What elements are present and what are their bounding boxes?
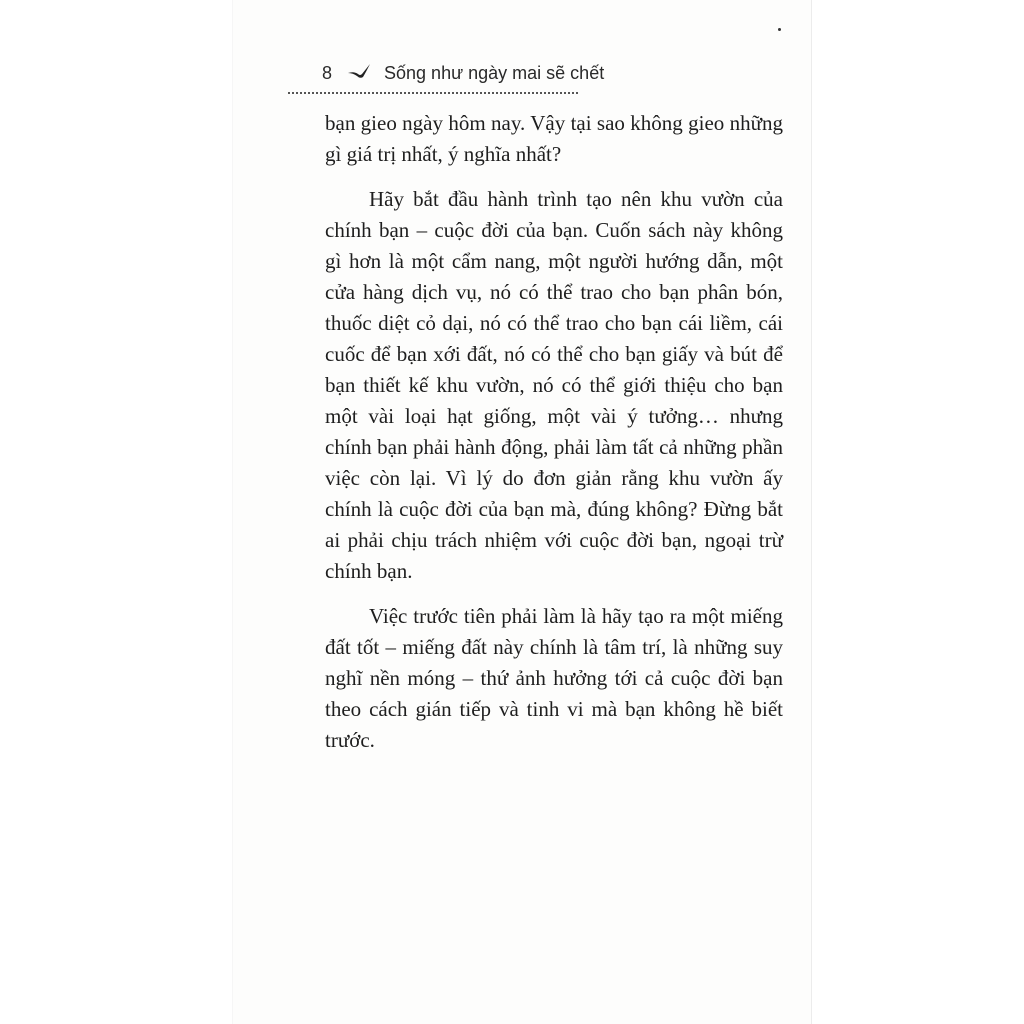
body-text <box>325 108 783 756</box>
book-title: Sống như ngày mai sẽ chết <box>384 63 605 83</box>
paragraph-2: Hãy bắt đầu hành trình tạo nên khu vườn của chính bạn – cuộc đời của bạn. Cuốn sách này không gì hơn là một cẩm nang, một người hướng dẫn, một cửa hàng dịch vụ, nó có thể trao cho bạn phân bón, thuốc diệt cỏ dại, nó có thể trao cho bạn cái liềm, cái cuốc để bạn xới đất, nó có thể cho bạn giấy và bút để bạn thiết kế khu vườn, nó có thể giới thiệu cho bạn một vài loại hạt giống, một vài ý tưởng… nhưng chính bạn phải hành động, phải làm tất cả những phần việc còn lại. Vì lý do đơn giản rằng khu vườn ấy chính là cuộc đời của bạn mà, đúng không? Đừng bắt ai phải chịu trách nhiệm với cuộc đời bạn, ngoại trừ chính bạn. <box>325 187 783 583</box>
paper-speck <box>778 28 781 31</box>
bird-swoosh-icon <box>346 62 374 85</box>
page-number: 8 <box>322 63 333 83</box>
paragraph-3: Việc trước tiên phải làm là hãy tạo ra một miếng đất tốt – miếng đất này chính là tâm trí, là những suy nghĩ nền móng – thứ ảnh hưởng tới cả cuộc đời bạn theo cách gián tiếp và tinh vi mà bạn không hề biết trước. <box>325 604 783 752</box>
paragraph-1: bạn gieo ngày hôm nay. Vậy tại sao không gieo những gì giá trị nhất, ý nghĩa nhất? <box>325 111 783 166</box>
header-rule <box>288 92 578 94</box>
running-header <box>322 62 604 85</box>
